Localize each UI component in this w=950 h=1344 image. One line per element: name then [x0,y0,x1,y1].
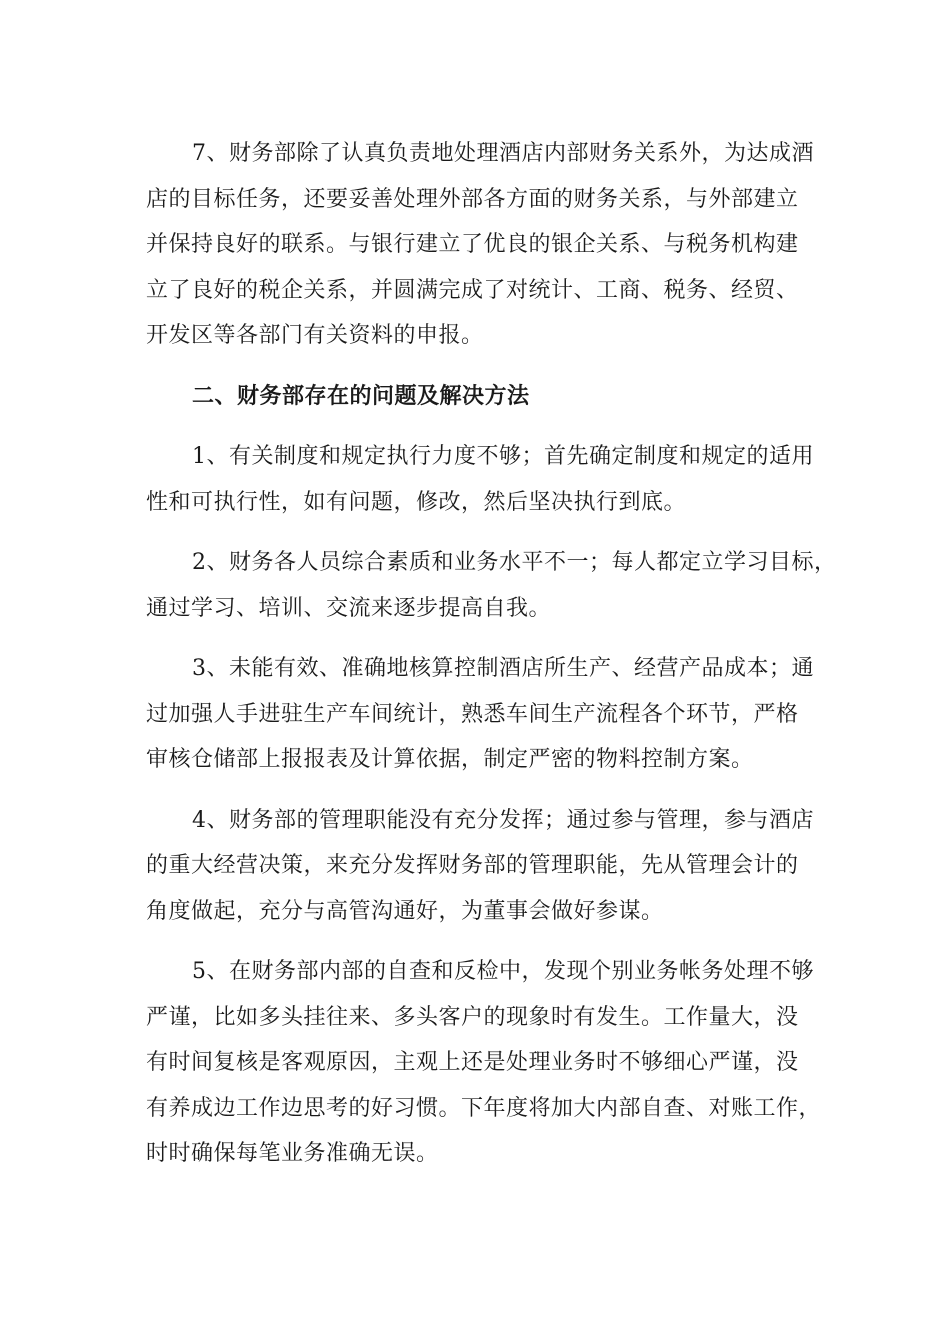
text-line: 有养成边工作边思考的好习惯。下年度将加大内部自查、对账工作， [146,1095,822,1121]
text-line: 性和可执行性，如有问题，修改，然后坚决执行到底。 [146,489,687,515]
item-3 [146,646,814,783]
item-4 [146,798,814,935]
text-line: 审核仓储部上报报表及计算依据，制定严密的物料控制方案。 [146,747,754,772]
text-line: 并保持良好的联系。与银行建立了优良的银企关系、与税务机构建 [146,232,799,257]
paragraph-7 [146,131,814,359]
text-line: 过加强人手进驻生产车间统计，熟悉车间生产流程各个环节，严格 [146,701,799,727]
section-heading: 二、财务部存在的问题及解决方法 [192,382,530,409]
text-line: 立了良好的税企关系，并圆满完成了对统计、工商、税务、经贸、 [146,277,799,303]
text-line: 的重大经营决策，来充分发挥财务部的管理职能，先从管理会计的 [146,853,799,878]
document-body [146,131,837,1177]
item-1 [146,434,814,525]
text-line: 严谨，比如多头挂往来、多头客户的现象时有发生。工作量大，没 [146,1004,799,1030]
text-line: 5、在财务部内部的自查和反检中，发现个别业务帐务处理不够 [192,959,814,984]
item-2 [146,540,837,631]
text-line: 通过学习、培训、交流来逐步提高自我。 [146,595,552,621]
text-line: 1、有关制度和规定执行力度不够；首先确定制度和规定的适用 [192,444,814,469]
text-line: 3、未能有效、准确地核算控制酒店所生产、经营产品成本；通 [192,656,814,681]
text-line: 角度做起，充分与高管沟通好，为董事会做好参谋。 [146,898,664,924]
item-5 [146,949,822,1177]
text-line: 时时确保每笔业务准确无误。 [146,1141,439,1166]
text-line: 7、财务部除了认真负责地处理酒店内部财务关系外，为达成酒 [192,141,814,166]
text-line: 店的目标任务，还要妥善处理外部各方面的财务关系，与外部建立 [146,186,799,212]
text-line: 有时间复核是客观原因，主观上还是处理业务时不够细心严谨，没 [146,1050,799,1075]
text-line: 4、财务部的管理职能没有充分发挥；通过参与管理，参与酒店 [192,807,814,833]
text-line: 2、财务各人员综合素质和业务水平不一；每人都定立学习目标， [192,550,837,575]
text-line: 开发区等各部门有关资料的申报。 [146,323,484,348]
